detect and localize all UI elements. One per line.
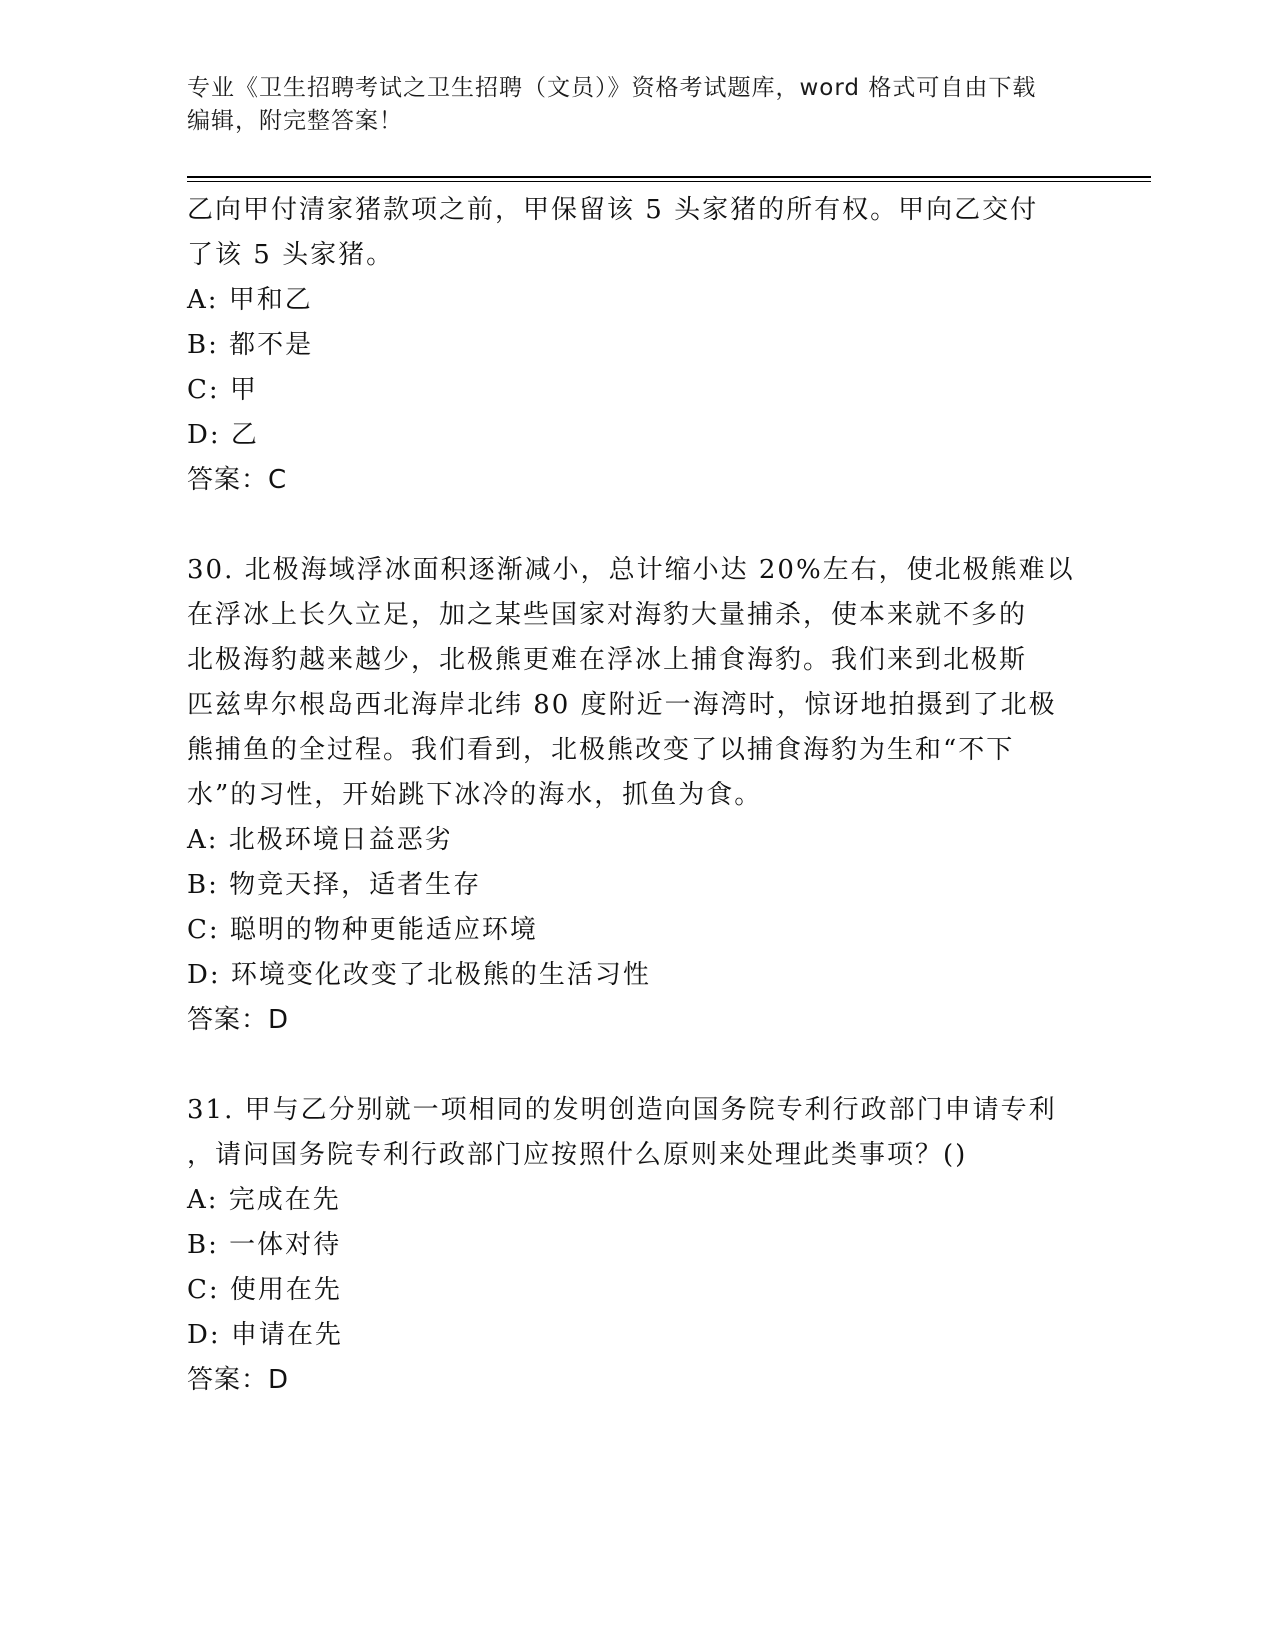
document-header — [187, 72, 1087, 138]
header-divider-thin — [187, 181, 1151, 182]
answer-line: 答案：D — [187, 1365, 290, 1395]
spacer — [187, 503, 1087, 548]
option-c: C: 使用在先 — [187, 1275, 342, 1305]
option-d: D: 乙 — [187, 420, 259, 450]
option-b: B: 都不是 — [187, 330, 314, 360]
option-b: B: 一体对待 — [187, 1230, 342, 1260]
question-text-line: 31. 甲与乙分别就一项相同的发明创造向国务院专利行政部门申请专利 — [187, 1095, 1057, 1125]
question-31 — [187, 1088, 1087, 1403]
question-text-line: 匹兹卑尔根岛西北海岸北纬 80 度附近一海湾时，惊讶地拍摄到了北极 — [187, 690, 1057, 720]
question-text-line: 在浮冰上长久立足，加之某些国家对海豹大量捕杀，使本来就不多的 — [187, 600, 1028, 630]
option-d: D: 申请在先 — [187, 1320, 343, 1350]
question-text-line: 乙向甲付清家猪款项之前，甲保留该 5 头家猪的所有权。甲向乙交付 — [187, 195, 1039, 225]
question-30 — [187, 548, 1087, 1043]
question-text-line: ，请问国务院专利行政部门应按照什么原则来处理此类事项？() — [187, 1140, 968, 1170]
question-text-line: 熊捕鱼的全过程。我们看到，北极熊改变了以捕食海豹为生和“不下 — [187, 735, 1015, 765]
document-body — [187, 188, 1087, 1403]
header-line-1: 专业《卫生招聘考试之卫生招聘（文员）》资格考试题库，word 格式可自由下载 — [187, 75, 1037, 101]
answer-line: 答案：D — [187, 1005, 290, 1035]
answer-line: 答案：C — [187, 465, 288, 495]
option-d: D: 环境变化改变了北极熊的生活习性 — [187, 960, 651, 990]
question-text-line: 30. 北极海域浮冰面积逐渐减小，总计缩小达 20%左右，使北极熊难以 — [187, 555, 1075, 585]
option-c: C: 聪明的物种更能适应环境 — [187, 915, 538, 945]
question-text-line: 了该 5 头家猪。 — [187, 240, 395, 270]
question-text-line: 水”的习性，开始跳下冰冷的海水，抓鱼为食。 — [187, 780, 763, 810]
option-a: A: 北极环境日益恶劣 — [187, 825, 453, 855]
option-b: B: 物竞天择，适者生存 — [187, 870, 482, 900]
question-29 — [187, 188, 1087, 503]
spacer — [187, 1043, 1087, 1088]
option-c: C: 甲 — [187, 375, 258, 405]
option-a: A: 完成在先 — [187, 1185, 341, 1215]
header-divider — [187, 176, 1151, 178]
option-a: A: 甲和乙 — [187, 285, 313, 315]
header-line-2: 编辑，附完整答案！ — [187, 108, 403, 134]
question-text-line: 北极海豹越来越少，北极熊更难在浮冰上捕食海豹。我们来到北极斯 — [187, 645, 1028, 675]
